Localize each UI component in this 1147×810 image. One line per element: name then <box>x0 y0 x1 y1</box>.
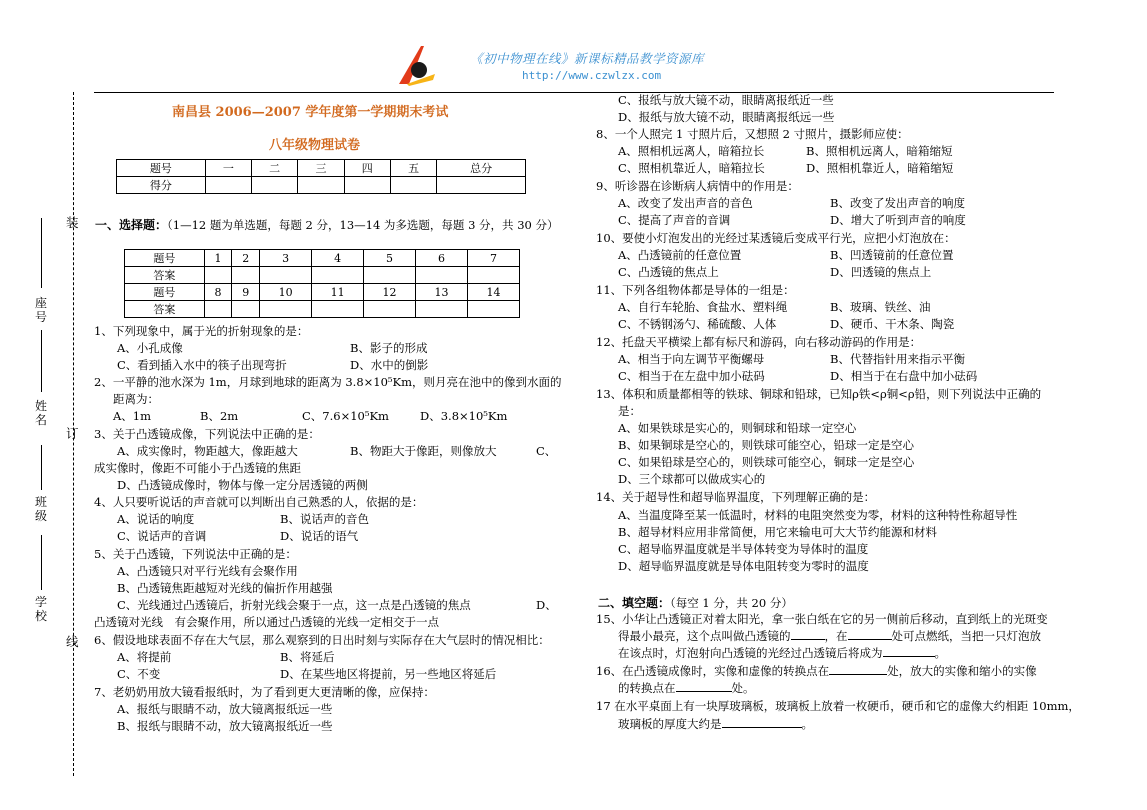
score-row-label: 得分 <box>117 177 206 194</box>
answer-option: C、凸透镜的焦点上 <box>618 265 719 279</box>
answer-option: C、 <box>536 444 557 458</box>
answer-option: A、相当于向左调节平衡螺母 <box>618 352 765 366</box>
fill-question <box>618 645 946 661</box>
margin-ding: 订 <box>66 426 79 441</box>
question-stem: 9、听诊器在诊断病人病情中的作用是： <box>596 179 799 193</box>
answer-number-cell: 8 <box>204 284 232 301</box>
fill-blank[interactable] <box>883 645 935 657</box>
answer-option: D、水中的倒影 <box>350 358 429 372</box>
answer-option: C、照相机靠近人，暗箱拉长 <box>618 161 765 175</box>
fill-text: 处。 <box>731 681 755 695</box>
fill-text: 在该点时，灯泡射向凸透镜的光经过凸透镜后将成为 <box>618 646 883 660</box>
answer-option: A、如果铁球是实心的，则铜球和铅球一定空心 <box>618 421 857 435</box>
fill-text: 。 <box>934 646 946 660</box>
answer-number-cell: 11 <box>312 284 364 301</box>
answer-option: B、凹透镜前的任意位置 <box>830 248 954 262</box>
answer-option: B、如果铜球是空心的，则铁球可能空心，铅球一定是空心 <box>618 438 914 452</box>
answer-number-cell: 2 <box>232 250 260 267</box>
question-stem: 14、关于超导性和超导临界温度，下列理解正确的是： <box>596 490 876 504</box>
answer-option: D、凸透镜成像时，物体与像一定分居透镜的两侧 <box>117 478 368 492</box>
question-stem: 距离为： <box>113 392 159 406</box>
answer-option: C、不锈钢汤勺、稀硫酸、人体 <box>618 317 777 331</box>
section1-header <box>95 216 559 233</box>
fill-question: 15、小华让凸透镜正对着太阳光，拿一张白纸在它的另一侧前后移动，直到纸上的光斑变 <box>596 612 1048 626</box>
answer-number-cell: 9 <box>232 284 260 301</box>
answer-cell[interactable] <box>312 267 364 284</box>
score-table <box>116 159 526 194</box>
answer-option: D、三个球都可以做成实心的 <box>618 472 766 486</box>
answer-cell[interactable] <box>364 301 416 318</box>
score-cell[interactable] <box>298 177 344 194</box>
answer-cell[interactable] <box>260 301 312 318</box>
score-cell[interactable] <box>252 177 298 194</box>
answer-option: D、 <box>536 598 557 612</box>
site-logo-icon <box>397 44 437 88</box>
answer-option: B、凸透镜焦距越短对光线的偏折作用越强 <box>117 581 333 595</box>
question-stem: 13、体积和质量都相等的铁球、铜球和铅球，已知ρ铁<ρ铜<ρ铅，则下列说法中正确的 <box>596 387 1042 401</box>
fill-text: 处可点燃纸，当把一只灯泡放 <box>891 629 1041 643</box>
answer-option: B、2m <box>200 409 239 423</box>
answer-option: D、说话的语气 <box>280 529 359 543</box>
margin-zhuang: 装 <box>66 215 79 230</box>
score-header-cell: 三 <box>298 160 344 177</box>
seat-blank[interactable] <box>41 218 42 288</box>
question-stem: 6、假设地球表面不存在大气层，那么观察到的日出时刻与实际存在大气层时的情况相比： <box>94 633 550 647</box>
answer-option: C、说话声的音调 <box>117 529 207 543</box>
fill-text: 玻璃板的厚度大约是 <box>618 717 722 731</box>
answer-number-cell: 1 <box>204 250 232 267</box>
answer-cell[interactable] <box>204 301 232 318</box>
answer-option: C、如果铅球是空心的，则铁球可能空心，铜球一定是空心 <box>618 455 915 469</box>
answer-header-cell: 答案 <box>125 267 205 284</box>
answer-option: A、自行车轮胎、食盐水、塑料绳 <box>618 300 788 314</box>
score-cell[interactable] <box>390 177 436 194</box>
fill-text: 得最小最亮，这个点叫做凸透镜的 <box>618 629 791 643</box>
fill-text: 16、在凸透镜成像时，实像和虚像的转换点在 <box>596 664 830 678</box>
answer-option: C、报纸与放大镜不动，眼睛离报纸近一些 <box>618 93 834 107</box>
section2-header <box>598 594 793 611</box>
answer-option: C、相当于在左盘中加小砝码 <box>618 369 765 383</box>
answer-option: D、凹透镜的焦点上 <box>830 265 932 279</box>
answer-cell[interactable] <box>468 267 520 284</box>
answer-option: 凸透镜对光线 有会聚作用，所以通过凸透镜的光线一定相交于一点 <box>94 615 439 629</box>
answer-option: A、照相机远离人，暗箱拉长 <box>618 144 765 158</box>
score-cell[interactable] <box>437 177 526 194</box>
score-header-cell: 题号 <box>117 160 206 177</box>
question-stem: 10、要使小灯泡发出的光经过某透镜后变成平行光，应把小灯泡放在： <box>596 231 956 245</box>
fill-text: 处，放大的实像和缩小的实像 <box>887 664 1037 678</box>
answer-cell[interactable] <box>468 301 520 318</box>
score-cell[interactable] <box>344 177 390 194</box>
answer-option: A、当温度降至某一低温时，材料的电阻突然变为零，材料的这种特性称超导性 <box>618 508 1018 522</box>
score-header-cell: 五 <box>390 160 436 177</box>
question-stem: 2、一平静的池水深为 1m，月球到地球的距离为 3.8×10⁵Km，则月亮在池中的像到水面的 <box>94 375 562 389</box>
answer-option: B、超导材料应用非常简便，用它来输电可大大节约能源和材料 <box>618 525 937 539</box>
fill-question: 17 在水平桌面上有一块厚玻璃板，玻璃板上放着一枚硬币，硬币和它的虚像大约相距 10mm， <box>596 699 1080 713</box>
answer-option: B、报纸与眼睛不动，放大镜离报纸近一些 <box>117 719 333 733</box>
answer-option: B、说话声的音色 <box>280 512 369 526</box>
fill-blank[interactable] <box>848 628 892 640</box>
question-stem: 11、下列各组物体都是导体的一组是： <box>596 283 795 297</box>
answer-cell[interactable] <box>232 301 260 318</box>
score-header-cell: 二 <box>252 160 298 177</box>
answer-option: B、物距大于像距，则像放大 <box>350 444 497 458</box>
answer-header-cell: 题号 <box>125 284 205 301</box>
answer-header-cell: 题号 <box>125 250 205 267</box>
score-header-cell: 总分 <box>437 160 526 177</box>
class-label: 班级 <box>35 495 48 523</box>
fill-question <box>618 628 1041 644</box>
answer-option: B、代替指针用来指示平衡 <box>830 352 965 366</box>
fill-blank[interactable] <box>722 716 802 728</box>
banner-title: 《初中物理在线》新课标精品教学资源库 <box>470 51 705 66</box>
answer-cell[interactable] <box>416 301 468 318</box>
section1-heading: 一、选择题： <box>95 218 168 232</box>
answer-option: D、硬币、干木条、陶瓷 <box>830 317 955 331</box>
answer-option: B、照相机远离人，暗箱缩短 <box>806 144 953 158</box>
answer-option: D、相当于在右盘中加小砝码 <box>830 369 978 383</box>
name-blank[interactable] <box>41 330 42 392</box>
score-header-cell: 一 <box>205 160 251 177</box>
answer-option: B、将延后 <box>280 650 335 664</box>
answer-number-cell: 6 <box>416 250 468 267</box>
question-stem: 8、一个人照完 1 寸照片后，又想照 2 寸照片，摄影师应使： <box>596 127 909 141</box>
answer-number-cell: 10 <box>260 284 312 301</box>
answer-option: D、报纸与放大镜不动，眼睛离报纸远一些 <box>618 110 835 124</box>
banner-url[interactable]: http://www.czwlzx.com <box>522 69 662 82</box>
section2-note: （每空 1 分，共 20 分） <box>670 596 793 610</box>
answer-option: C、超导临界温度就是半导体转变为导体时的温度 <box>618 542 869 556</box>
answer-cell[interactable] <box>232 267 260 284</box>
answer-cell[interactable] <box>204 267 232 284</box>
answer-option: A、成实像时，物距越大，像距越大 <box>117 444 298 458</box>
answer-number-cell: 4 <box>312 250 364 267</box>
answer-option: D、增大了听到声音的响度 <box>830 213 966 227</box>
answer-option: C、光线通过凸透镜后，折射光线会聚于一点，这一点是凸透镜的焦点 <box>117 598 471 612</box>
fill-text: 的转换点在 <box>618 681 676 695</box>
answer-cell[interactable] <box>416 267 468 284</box>
header-rule <box>94 92 1054 93</box>
answer-option: C、提高了声音的音调 <box>618 213 731 227</box>
answer-cell[interactable] <box>260 267 312 284</box>
question-stem: 是： <box>618 404 641 418</box>
question-stem: 7、老奶奶用放大镜看报纸时，为了看到更大更清晰的像，应保持： <box>94 685 435 699</box>
seat-label: 座号 <box>35 296 48 324</box>
fill-question <box>618 680 755 696</box>
answer-option: C、不变 <box>117 667 161 681</box>
answer-option: A、将提前 <box>117 650 172 664</box>
answer-option: D、超导临界温度就是导体电阻转变为零时的温度 <box>618 559 869 573</box>
answer-option: D、在某些地区将提前，另一些地区将延后 <box>280 667 497 681</box>
answer-option: A、1m <box>113 409 152 423</box>
name-label: 姓名 <box>35 399 48 427</box>
question-stem: 12、托盘天平横梁上都有标尺和游码，向右移动游码的作用是： <box>596 335 922 349</box>
fill-question <box>618 716 813 732</box>
question-stem: 4、人只要听说话的声音就可以判断出自己熟悉的人，依据的是： <box>94 495 424 509</box>
answer-option: B、影子的形成 <box>350 341 428 355</box>
fill-blank[interactable] <box>791 628 825 640</box>
answer-number-cell: 13 <box>416 284 468 301</box>
answer-number-cell: 5 <box>364 250 416 267</box>
answer-option: A、报纸与眼睛不动，放大镜离报纸远一些 <box>117 702 333 716</box>
answer-option: D、3.8×10⁵Km <box>420 409 508 423</box>
answer-number-cell: 12 <box>364 284 416 301</box>
answer-number-cell: 7 <box>468 250 520 267</box>
fill-text: 。 <box>801 717 813 731</box>
answer-option: C、7.6×10⁵Km <box>302 409 389 423</box>
answer-cell[interactable] <box>364 267 416 284</box>
answer-number-cell: 14 <box>468 284 520 301</box>
fill-blank[interactable] <box>829 663 887 675</box>
answer-number-cell: 3 <box>260 250 312 267</box>
margin-xian: 线 <box>66 634 79 649</box>
answer-table <box>124 249 520 318</box>
section2-heading: 二、填空题： <box>598 596 671 610</box>
fill-question <box>596 663 1037 679</box>
answer-cell[interactable] <box>312 301 364 318</box>
answer-option: C、看到插入水中的筷子出现弯折 <box>117 358 287 372</box>
exam-subtitle: 八年级物理试卷 <box>269 138 361 153</box>
question-stem: 1、下列现象中，属于光的折射现象的是： <box>94 324 309 338</box>
answer-header-cell: 答案 <box>125 301 205 318</box>
answer-option: B、玻璃、铁丝、油 <box>830 300 931 314</box>
answer-option: 成实像时，像距不可能小于凸透镜的焦距 <box>94 461 301 475</box>
answer-option: A、改变了发出声音的音色 <box>618 196 753 210</box>
answer-option: A、凸透镜只对平行光线有会聚作用 <box>117 564 298 578</box>
fill-blank[interactable] <box>676 680 732 692</box>
exam-title: 南昌县 2006—2007 学年度第一学期期末考试 <box>172 105 449 120</box>
answer-option: B、改变了发出声音的响度 <box>830 196 965 210</box>
answer-option: A、小孔成像 <box>117 341 183 355</box>
section1-note: （1—12 题为单选题，每题 2 分，13—14 为多选题，每题 3 分，共 30 分） <box>167 218 559 232</box>
fill-text: ，在 <box>824 629 848 643</box>
score-header-cell: 四 <box>344 160 390 177</box>
answer-option: A、说话的响度 <box>117 512 195 526</box>
score-cell[interactable] <box>205 177 251 194</box>
school-blank[interactable] <box>41 535 42 590</box>
answer-option: A、凸透镜前的任意位置 <box>618 248 742 262</box>
question-stem: 3、关于凸透镜成像，下列说法中正确的是： <box>94 427 320 441</box>
class-blank[interactable] <box>41 445 42 490</box>
answer-option: D、照相机靠近人，暗箱缩短 <box>806 161 954 175</box>
question-stem: 5、关于凸透镜，下列说法中正确的是： <box>94 547 297 561</box>
school-label: 学校 <box>35 595 48 623</box>
